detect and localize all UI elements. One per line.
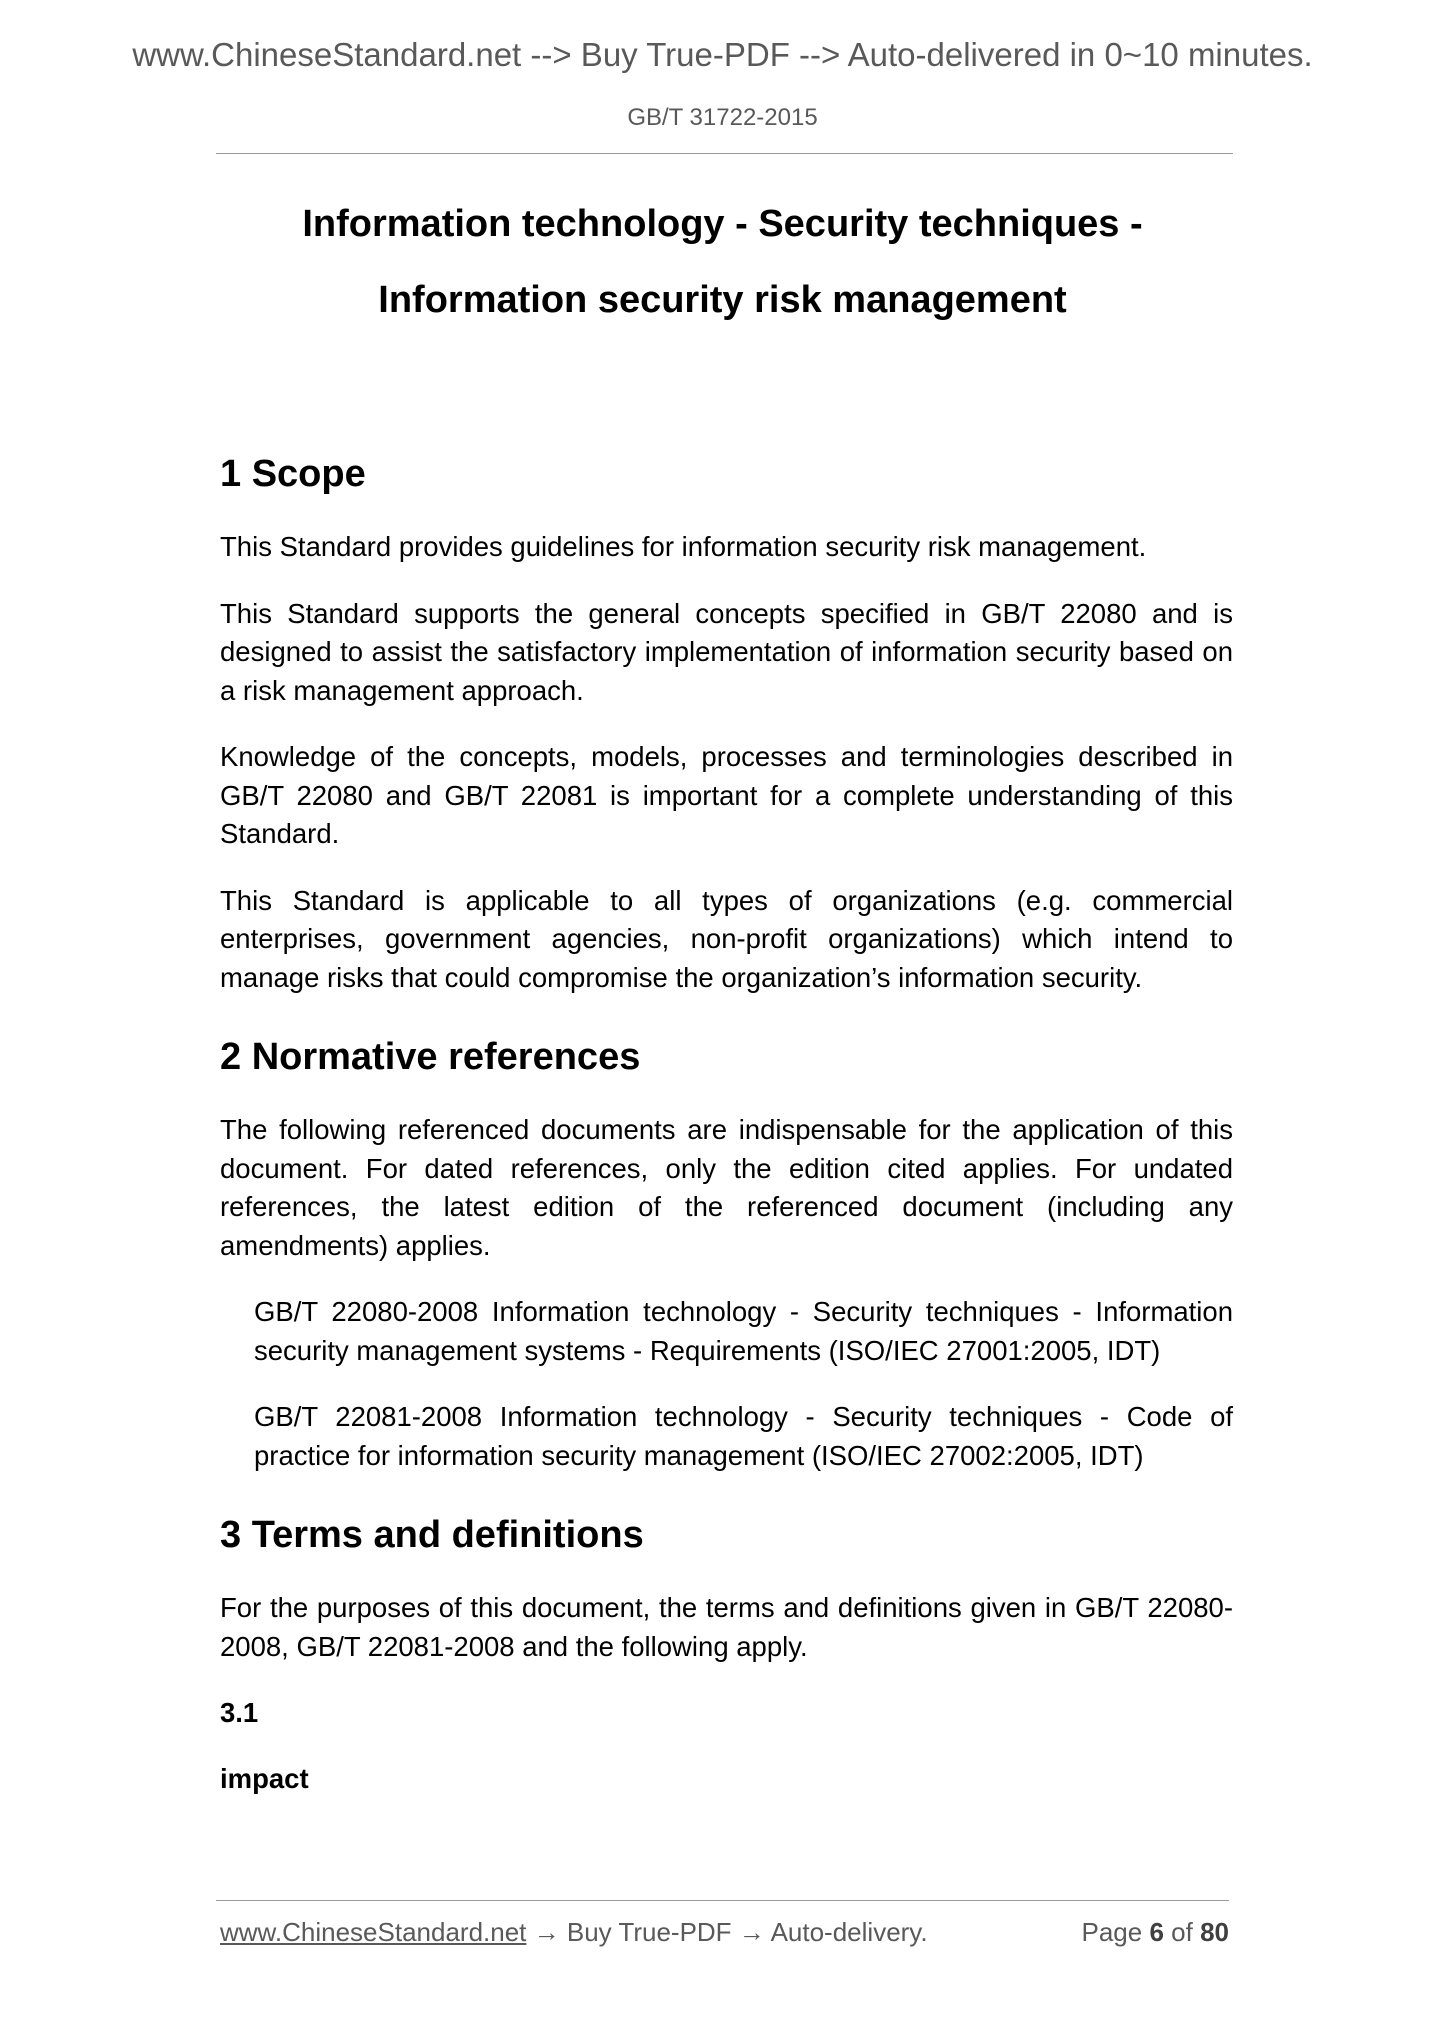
normative-reference-2: GB/T 22081-2008 Information technology - Security techniques - Code of practice for information security management (ISO/IEC 27002:2005, IDT) [254, 1401, 1233, 1471]
footer-divider [216, 1900, 1229, 1901]
document-title-line-1: Information technology - Security techniques - [302, 203, 1143, 245]
scope-paragraph-2: This Standard supports the general concepts specified in GB/T 22080 and is designed to assist the satisfactory implementation of information security based on a risk management approach. [220, 597, 1233, 706]
page-total: 80 [1200, 1917, 1229, 1947]
scope-paragraph-3: Knowledge of the concepts, models, processes and terminologies described in GB/T 22080 and GB/T 22081 is important for a complete understanding of this Standard. [220, 741, 1233, 849]
page-current: 6 [1149, 1917, 1164, 1947]
document-code: GB/T 31722-2015 [627, 104, 818, 131]
terms-paragraph-1: For the purposes of this document, the terms and definitions given in GB/T 22080-2008, GB/T 22081-2008 and the following apply. [220, 1592, 1233, 1662]
footer-tagline: → Buy True-PDF → Auto-delivery. [526, 1917, 928, 1947]
footer-link[interactable]: www.ChineseStandard.net [220, 1917, 527, 1947]
document-title-line-2: Information security risk management [378, 279, 1067, 321]
header-divider [216, 153, 1233, 154]
document-body [220, 448, 1233, 1798]
scope-paragraph-4: This Standard is applicable to all types of organizations (e.g. commercial enterprises, government agencies, non-profit organizations) which intend to manage risks that could compromise the organization’s information security. [220, 884, 1233, 993]
term-number: 3.1 [220, 1697, 259, 1728]
header-banner: www.ChineseStandard.net --> Buy True-PDF --> Auto-delivered in 0~10 minutes. [132, 36, 1313, 73]
page-of: of [1171, 1917, 1193, 1947]
page-indicator [1081, 1919, 1229, 1945]
term-word: impact [220, 1763, 309, 1794]
section-heading-scope: 1 Scope [220, 453, 366, 495]
page-footer [220, 1919, 1229, 1945]
section-heading-normative-references: 2 Normative references [220, 1036, 641, 1078]
normative-paragraph-1: The following referenced documents are indispensable for the application of this document. For dated references, only the edition cited applies. For undated references, the latest edition of the referenced document (including any amendments) applies. [220, 1114, 1233, 1261]
scope-paragraph-1: This Standard provides guidelines for information security risk management. [220, 531, 1147, 562]
page-label: Page [1081, 1917, 1143, 1947]
section-heading-terms: 3 Terms and definitions [220, 1514, 644, 1556]
normative-reference-1: GB/T 22080-2008 Information technology - Security techniques - Information security management systems - Requirements (ISO/IEC 27001:2005, IDT) [254, 1296, 1233, 1366]
